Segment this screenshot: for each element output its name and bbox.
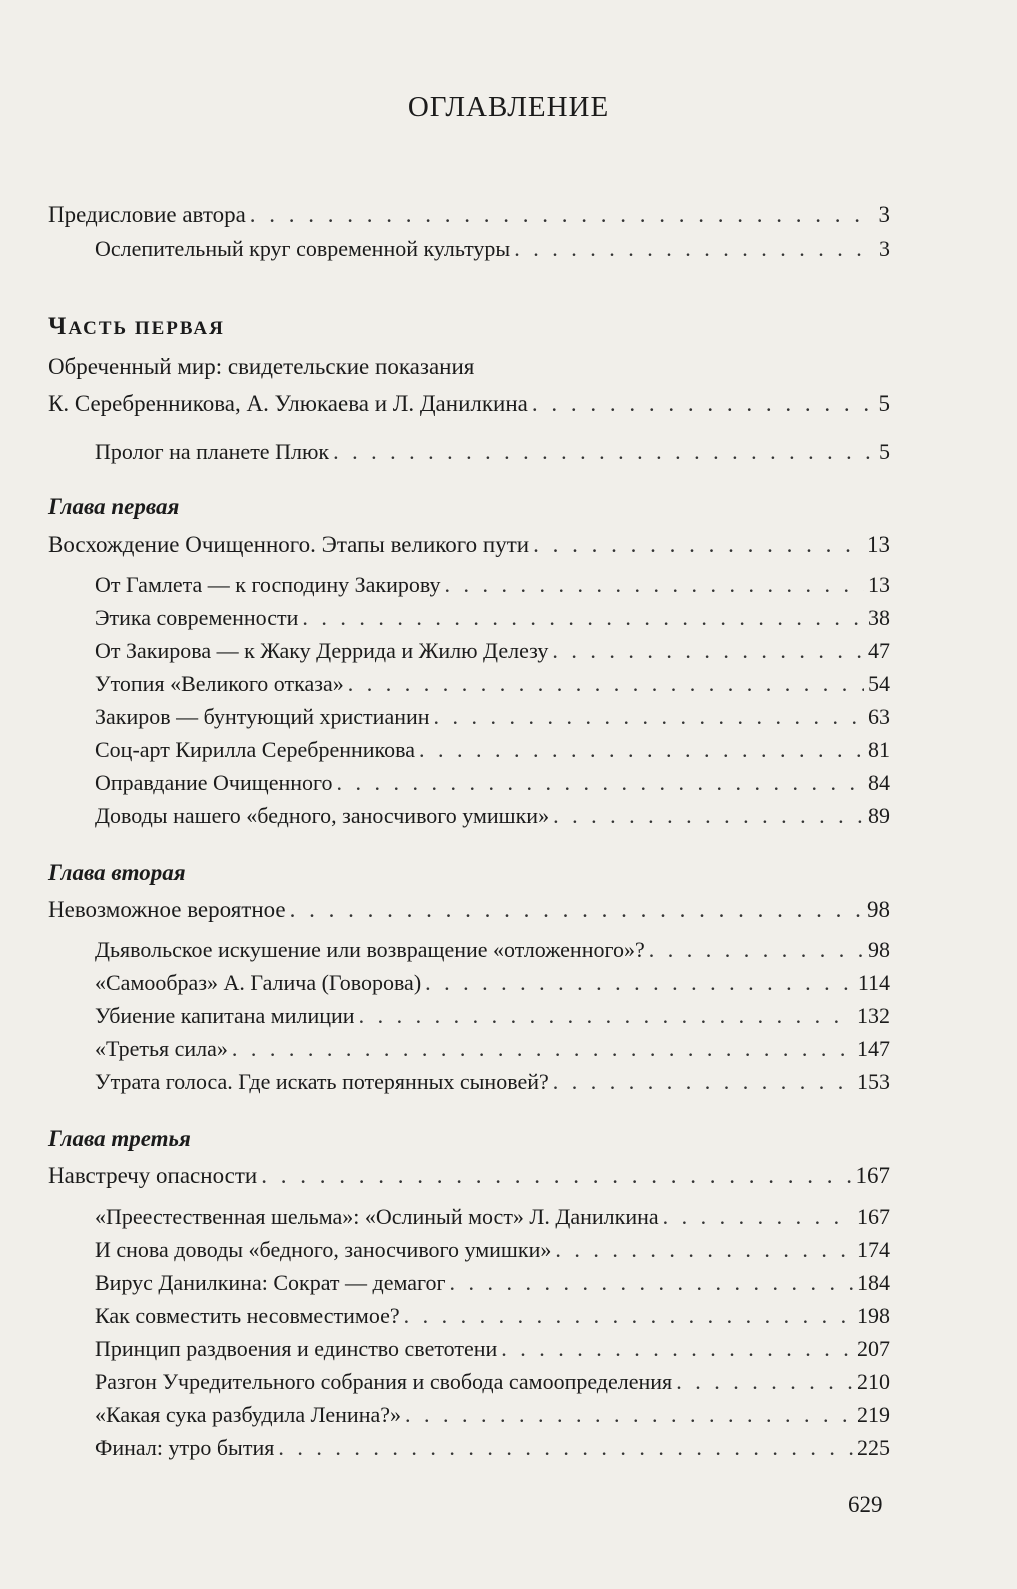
- entry-page: 210: [857, 1369, 890, 1394]
- entry-title: Принцип раздвоения и единство светотени: [95, 1336, 498, 1361]
- entry-page: 225: [857, 1435, 890, 1460]
- toc-subentry: [95, 1001, 890, 1031]
- toc-subentry: [95, 570, 890, 600]
- entry-page: 47: [868, 638, 890, 663]
- dot-leader: [663, 1202, 853, 1232]
- entry-page: 5: [878, 391, 890, 416]
- dot-leader: [533, 530, 863, 560]
- entry-title: Оправдание Очищенного: [95, 770, 333, 795]
- entry-title: Закиров — бунтующий христианин: [95, 704, 430, 729]
- entry-title: От Закирова — к Жаку Деррида и Жилю Делезу: [95, 638, 549, 663]
- dot-leader: [501, 1334, 853, 1364]
- chapter-main-entry: [48, 530, 890, 560]
- entry-title: К. Серебренникова, А. Улюкаева и Л. Данилкина: [48, 391, 528, 416]
- dot-leader: [649, 935, 864, 965]
- toc-subentry: [95, 603, 890, 633]
- entry-title: От Гамлета — к господину Закирову: [95, 572, 441, 597]
- dot-leader: [278, 1433, 853, 1463]
- dot-leader: [404, 1301, 853, 1331]
- toc-subentry: [95, 968, 890, 998]
- dot-leader: [302, 603, 864, 633]
- dot-leader: [290, 895, 863, 925]
- toc-subentry: [95, 1034, 890, 1064]
- entry-title: «Какая сука разбудила Ленина?»: [95, 1402, 402, 1427]
- entry-page: 198: [857, 1303, 890, 1328]
- entry-title: Разгон Учредительного собрания и свобода самоопределения: [95, 1369, 673, 1394]
- entry-title: Предисловие автора: [48, 202, 246, 227]
- entry-title: Соц-арт Кирилла Серебренникова: [95, 737, 415, 762]
- entry-page: 167: [857, 1204, 890, 1229]
- entry-page: 219: [857, 1402, 890, 1427]
- entry-page: 54: [868, 671, 890, 696]
- chapter-main-entry: [48, 1161, 890, 1191]
- part-title-line1: Обреченный мир: свидетельские показания: [48, 354, 475, 379]
- dot-leader: [553, 1067, 853, 1097]
- entry-page: 84: [868, 770, 890, 795]
- entry-title: Пролог на планете Плюк: [95, 439, 330, 464]
- dot-leader: [232, 1034, 853, 1064]
- entry-title: И снова доводы «бедного, заносчивого умишки»: [95, 1237, 552, 1262]
- dot-leader: [555, 1235, 853, 1265]
- entry-page: 63: [868, 704, 890, 729]
- dot-leader: [553, 801, 864, 831]
- toc-subentry: [95, 735, 890, 765]
- entry-title: Этика современности: [95, 605, 299, 630]
- chapter-label: Глава вторая: [48, 860, 186, 885]
- toc-subentry: [95, 768, 890, 798]
- dot-leader: [419, 735, 864, 765]
- entry-page: 38: [868, 605, 890, 630]
- dot-leader: [425, 968, 854, 998]
- entry-page: 81: [868, 737, 890, 762]
- entry-page: 174: [857, 1237, 890, 1262]
- entry-title: «Преестественная шельма»: «Ослиный мост» Л. Данилкина: [95, 1204, 659, 1229]
- entry-title: «Третья сила»: [95, 1036, 228, 1061]
- dot-leader: [333, 437, 875, 467]
- entry-title: Убиение капитана милиции: [95, 1003, 355, 1028]
- dot-leader: [552, 636, 864, 666]
- entry-title: Ослепительный круг современной культуры: [95, 236, 511, 261]
- entry-title: Утрата голоса. Где искать потерянных сыновей?: [95, 1069, 549, 1094]
- entry-page: 167: [855, 1163, 890, 1188]
- toc-subentry: [95, 1400, 890, 1430]
- entry-page: 98: [868, 937, 890, 962]
- dot-leader: [434, 702, 864, 732]
- dot-leader: [676, 1367, 853, 1397]
- toc-subentry: [95, 636, 890, 666]
- entry-page: 147: [857, 1036, 890, 1061]
- part-title-line2: [48, 389, 890, 419]
- dot-leader: [405, 1400, 853, 1430]
- dot-leader: [348, 669, 864, 699]
- dot-leader: [445, 570, 865, 600]
- entry-page: 184: [857, 1270, 890, 1295]
- entry-page: 89: [868, 803, 890, 828]
- entry-title: Утопия «Великого отказа»: [95, 671, 344, 696]
- entry-title: Как совместить несовместимое?: [95, 1303, 400, 1328]
- entry-page: 153: [857, 1069, 890, 1094]
- entry-page: 98: [867, 897, 890, 922]
- dot-leader: [450, 1268, 854, 1298]
- dot-leader: [359, 1001, 853, 1031]
- dot-leader: [337, 768, 865, 798]
- entry-page: 3: [879, 236, 890, 261]
- toc-subentry: [95, 1334, 890, 1364]
- entry-title: Навстречу опасности: [48, 1163, 258, 1188]
- toc-subentry: [95, 669, 890, 699]
- entry-title: Вирус Данилкина: Сократ — демагог: [95, 1270, 446, 1295]
- toc-subentry: [95, 1433, 890, 1463]
- dot-leader: [532, 389, 875, 419]
- toc-subentry: [95, 702, 890, 732]
- entry-title: Невозможное вероятное: [48, 897, 286, 922]
- dot-leader: [261, 1161, 851, 1191]
- entry-page: 3: [878, 202, 890, 227]
- toc-subentry: [95, 234, 890, 264]
- chapter-label: Глава третья: [48, 1126, 191, 1151]
- toc-subentry: [95, 1235, 890, 1265]
- chapter-main-entry: [48, 895, 890, 925]
- entry-title: Дьявольское искушение или возвращение «отложенного»?: [95, 937, 645, 962]
- toc-entry-preface: [48, 200, 890, 230]
- entry-title: Финал: утро бытия: [95, 1435, 275, 1460]
- toc-subentry: [95, 935, 890, 965]
- entry-title: «Самообраз» А. Галича (Говорова): [95, 970, 422, 995]
- entry-page: 5: [879, 439, 890, 464]
- toc-subentry: [95, 801, 890, 831]
- entry-page: 114: [857, 970, 890, 995]
- dot-leader: [514, 234, 875, 264]
- dot-leader: [250, 200, 875, 230]
- entry-page: 207: [857, 1336, 890, 1361]
- entry-page: 13: [868, 572, 890, 597]
- entry-title: Доводы нашего «бедного, заносчивого умишки»: [95, 803, 550, 828]
- part-heading: ЧАСТЬ ПЕРВАЯ: [48, 313, 225, 340]
- toc-subentry-prologue: [95, 437, 890, 467]
- entry-page: 13: [867, 532, 890, 557]
- toc-subentry: [95, 1268, 890, 1298]
- toc-subentry: [95, 1067, 890, 1097]
- chapter-label: Глава первая: [48, 494, 180, 519]
- page-title: ОГЛАВЛЕНИЕ: [407, 91, 610, 123]
- entry-page: 132: [857, 1003, 890, 1028]
- page-number: 629: [848, 1492, 883, 1517]
- entry-title: Восхождение Очищенного. Этапы великого пути: [48, 532, 530, 557]
- toc-subentry: [95, 1367, 890, 1397]
- toc-subentry: [95, 1202, 890, 1232]
- toc-subentry: [95, 1301, 890, 1331]
